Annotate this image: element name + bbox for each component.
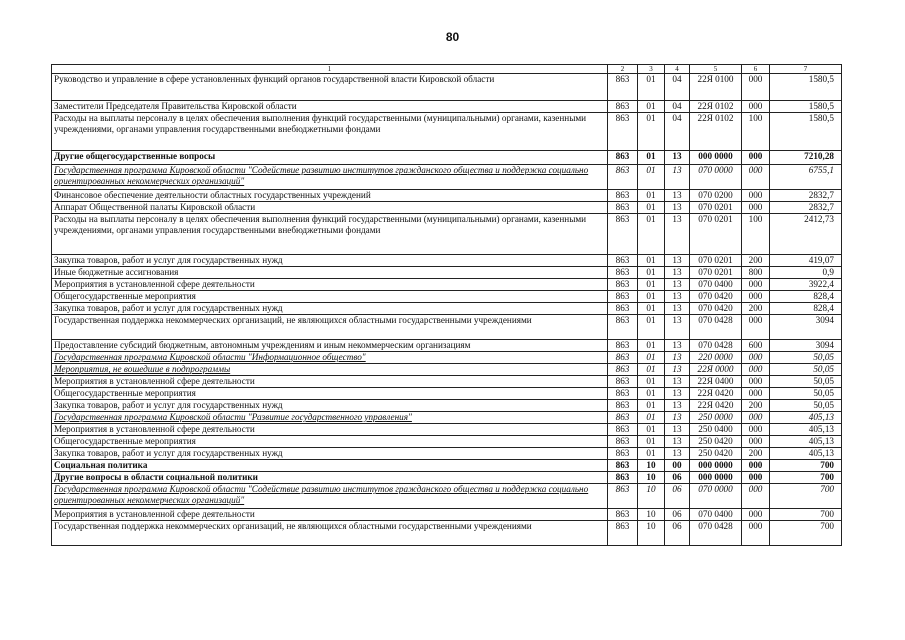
amount-cell: 3094	[770, 315, 842, 340]
amount-cell: 50,05	[770, 352, 842, 364]
column-number-cell: 2	[608, 65, 638, 74]
amount-cell: 828,4	[770, 303, 842, 315]
section-code-cell: 01	[638, 315, 665, 340]
table-row	[52, 509, 842, 521]
subsection-code-cell: 13	[665, 202, 690, 214]
subsection-code-cell: 13	[665, 364, 690, 376]
ministry-code-cell: 863	[608, 484, 638, 509]
amount-cell: 700	[770, 460, 842, 472]
amount-cell: 405,13	[770, 448, 842, 460]
expense-type-cell: 000	[742, 352, 770, 364]
amount-cell: 1580,5	[770, 74, 842, 101]
ministry-code-cell: 863	[608, 291, 638, 303]
expense-type-cell: 000	[742, 521, 770, 546]
section-code-cell: 01	[638, 424, 665, 436]
expense-type-cell: 000	[742, 101, 770, 113]
table-row	[52, 165, 842, 190]
amount-cell: 3922,4	[770, 279, 842, 291]
column-number-cell: 4	[665, 65, 690, 74]
ministry-code-cell: 863	[608, 214, 638, 255]
table-row	[52, 340, 842, 352]
ministry-code-cell: 863	[608, 436, 638, 448]
table-row	[52, 74, 842, 101]
expense-type-cell: 200	[742, 448, 770, 460]
subsection-code-cell: 13	[665, 340, 690, 352]
item-name-cell: Закупка товаров, работ и услуг для государственных нужд	[52, 255, 608, 267]
ministry-code-cell: 863	[608, 509, 638, 521]
section-code-cell: 01	[638, 165, 665, 190]
section-code-cell: 01	[638, 101, 665, 113]
section-code-cell: 01	[638, 255, 665, 267]
target-article-cell: 070 0428	[690, 521, 742, 546]
table-row	[52, 364, 842, 376]
section-code-cell: 01	[638, 113, 665, 151]
section-code-cell: 01	[638, 340, 665, 352]
amount-cell: 1580,5	[770, 101, 842, 113]
subsection-code-cell: 06	[665, 472, 690, 484]
table-row	[52, 101, 842, 113]
section-code-cell: 10	[638, 484, 665, 509]
table-row	[52, 279, 842, 291]
amount-cell: 2412,73	[770, 214, 842, 255]
expense-type-cell: 000	[742, 460, 770, 472]
item-name-cell: Другие вопросы в области социальной политики	[52, 472, 608, 484]
ministry-code-cell: 863	[608, 303, 638, 315]
table-row	[52, 202, 842, 214]
amount-cell: 405,13	[770, 412, 842, 424]
item-name-cell: Финансовое обеспечение деятельности областных государственных учреждений	[52, 190, 608, 202]
ministry-code-cell: 863	[608, 255, 638, 267]
section-code-cell: 01	[638, 352, 665, 364]
item-name-cell: Закупка товаров, работ и услуг для государственных нужд	[52, 400, 608, 412]
target-article-cell: 22Я 0102	[690, 101, 742, 113]
expense-type-cell: 000	[742, 74, 770, 101]
column-number-cell: 1	[52, 65, 608, 74]
target-article-cell: 070 0201	[690, 255, 742, 267]
section-code-cell: 01	[638, 412, 665, 424]
subsection-code-cell: 13	[665, 412, 690, 424]
table-row	[52, 267, 842, 279]
expense-type-cell: 000	[742, 484, 770, 509]
expense-type-cell: 000	[742, 376, 770, 388]
item-name-cell: Мероприятия в установленной сфере деятельности	[52, 509, 608, 521]
subsection-code-cell: 13	[665, 190, 690, 202]
ministry-code-cell: 863	[608, 376, 638, 388]
subsection-code-cell: 04	[665, 113, 690, 151]
ministry-code-cell: 863	[608, 190, 638, 202]
table-row	[52, 460, 842, 472]
table-row	[52, 315, 842, 340]
expense-type-cell: 000	[742, 412, 770, 424]
section-code-cell: 01	[638, 267, 665, 279]
table-row	[52, 214, 842, 255]
expense-type-cell: 000	[742, 364, 770, 376]
expense-type-cell: 200	[742, 400, 770, 412]
expense-type-cell: 000	[742, 165, 770, 190]
table-row	[52, 113, 842, 151]
target-article-cell: 000 0000	[690, 151, 742, 165]
table-row	[52, 291, 842, 303]
ministry-code-cell: 863	[608, 267, 638, 279]
ministry-code-cell: 863	[608, 472, 638, 484]
amount-cell: 700	[770, 484, 842, 509]
item-name-cell: Мероприятия, не вошедшие в подпрограммы	[52, 364, 608, 376]
item-name-cell: Государственная программа Кировской области "Развитие государственного управления"	[52, 412, 608, 424]
amount-cell: 1580,5	[770, 113, 842, 151]
expense-type-cell: 000	[742, 202, 770, 214]
item-name-cell: Руководство и управление в сфере установленных функций органов государственной власти Кировской области	[52, 74, 608, 101]
target-article-cell: 070 0201	[690, 202, 742, 214]
section-code-cell: 01	[638, 151, 665, 165]
section-code-cell: 10	[638, 509, 665, 521]
subsection-code-cell: 13	[665, 315, 690, 340]
table-row	[52, 255, 842, 267]
ministry-code-cell: 863	[608, 352, 638, 364]
expense-type-cell: 000	[742, 190, 770, 202]
table-row	[52, 352, 842, 364]
item-name-cell: Социальная политика	[52, 460, 608, 472]
table-row	[52, 151, 842, 165]
subsection-code-cell: 13	[665, 352, 690, 364]
section-code-cell: 01	[638, 202, 665, 214]
section-code-cell: 01	[638, 214, 665, 255]
section-code-cell: 01	[638, 376, 665, 388]
item-name-cell: Закупка товаров, работ и услуг для государственных нужд	[52, 448, 608, 460]
amount-cell: 700	[770, 509, 842, 521]
amount-cell: 700	[770, 521, 842, 546]
ministry-code-cell: 863	[608, 202, 638, 214]
item-name-cell: Иные бюджетные ассигнования	[52, 267, 608, 279]
target-article-cell: 250 0000	[690, 412, 742, 424]
target-article-cell: 070 0400	[690, 279, 742, 291]
page-number: 80	[445, 30, 460, 44]
item-name-cell: Общегосударственные мероприятия	[52, 436, 608, 448]
target-article-cell: 220 0000	[690, 352, 742, 364]
subsection-code-cell: 04	[665, 74, 690, 101]
section-code-cell: 10	[638, 460, 665, 472]
amount-cell: 0,9	[770, 267, 842, 279]
ministry-code-cell: 863	[608, 388, 638, 400]
table-row	[52, 400, 842, 412]
section-code-cell: 01	[638, 400, 665, 412]
target-article-cell: 250 0420	[690, 436, 742, 448]
table-row	[52, 424, 842, 436]
subsection-code-cell: 13	[665, 436, 690, 448]
item-name-cell: Закупка товаров, работ и услуг для государственных нужд	[52, 303, 608, 315]
subsection-code-cell: 13	[665, 214, 690, 255]
table-row	[52, 484, 842, 509]
column-number-cell: 6	[742, 65, 770, 74]
expense-type-cell: 000	[742, 436, 770, 448]
table-row	[52, 521, 842, 546]
column-number-cell: 7	[770, 65, 842, 74]
ministry-code-cell: 863	[608, 412, 638, 424]
table-row	[52, 388, 842, 400]
item-name-cell: Расходы на выплаты персоналу в целях обеспечения выполнения функций государственными (муниципальными) органами, казенными учреждениями, органами управления государственными внебюджетными фондами	[52, 214, 608, 255]
expense-type-cell: 200	[742, 255, 770, 267]
target-article-cell: 000 0000	[690, 472, 742, 484]
item-name-cell: Общегосударственные мероприятия	[52, 291, 608, 303]
target-article-cell: 070 0420	[690, 291, 742, 303]
section-code-cell: 01	[638, 291, 665, 303]
subsection-code-cell: 13	[665, 424, 690, 436]
target-article-cell: 22Я 0100	[690, 74, 742, 101]
column-number-row	[52, 65, 842, 74]
expense-type-cell: 000	[742, 509, 770, 521]
table-row	[52, 376, 842, 388]
expense-type-cell: 000	[742, 388, 770, 400]
target-article-cell: 22Я 0000	[690, 364, 742, 376]
section-code-cell: 01	[638, 190, 665, 202]
target-article-cell: 070 0428	[690, 340, 742, 352]
item-name-cell: Государственная программа Кировской области "Содействие развитию институтов гражданского общества и поддержка социально ориентированных некоммерческих организаций"	[52, 484, 608, 509]
target-article-cell: 250 0400	[690, 424, 742, 436]
target-article-cell: 070 0420	[690, 303, 742, 315]
target-article-cell: 22Я 0420	[690, 388, 742, 400]
ministry-code-cell: 863	[608, 364, 638, 376]
ministry-code-cell: 863	[608, 315, 638, 340]
subsection-code-cell: 00	[665, 460, 690, 472]
subsection-code-cell: 13	[665, 291, 690, 303]
amount-cell: 405,13	[770, 424, 842, 436]
ministry-code-cell: 863	[608, 74, 638, 101]
item-name-cell: Предоставление субсидий бюджетным, автономным учреждениям и иным некоммерческим организациям	[52, 340, 608, 352]
expense-type-cell: 000	[742, 151, 770, 165]
amount-cell: 405,13	[770, 436, 842, 448]
table-row	[52, 436, 842, 448]
subsection-code-cell: 13	[665, 165, 690, 190]
item-name-cell: Государственная поддержка некоммерческих организаций, не являющихся областными государственными учреждениями	[52, 521, 608, 546]
table-row	[52, 448, 842, 460]
ministry-code-cell: 863	[608, 279, 638, 291]
target-article-cell: 070 0201	[690, 267, 742, 279]
target-article-cell: 250 0420	[690, 448, 742, 460]
table-row	[52, 472, 842, 484]
item-name-cell: Мероприятия в установленной сфере деятельности	[52, 376, 608, 388]
subsection-code-cell: 06	[665, 509, 690, 521]
expense-type-cell: 000	[742, 291, 770, 303]
ministry-code-cell: 863	[608, 101, 638, 113]
section-code-cell: 01	[638, 436, 665, 448]
subsection-code-cell: 13	[665, 376, 690, 388]
column-number-cell: 5	[690, 65, 742, 74]
section-code-cell: 10	[638, 472, 665, 484]
target-article-cell: 070 0400	[690, 509, 742, 521]
target-article-cell: 22Я 0420	[690, 400, 742, 412]
target-article-cell: 070 0000	[690, 165, 742, 190]
ministry-code-cell: 863	[608, 424, 638, 436]
section-code-cell: 01	[638, 279, 665, 291]
table-row	[52, 303, 842, 315]
amount-cell: 828,4	[770, 291, 842, 303]
section-code-cell: 01	[638, 388, 665, 400]
item-name-cell: Аппарат Общественной палаты Кировской области	[52, 202, 608, 214]
subsection-code-cell: 04	[665, 101, 690, 113]
target-article-cell: 070 0200	[690, 190, 742, 202]
target-article-cell: 22Я 0400	[690, 376, 742, 388]
expense-type-cell: 200	[742, 303, 770, 315]
target-article-cell: 070 0000	[690, 484, 742, 509]
subsection-code-cell: 13	[665, 279, 690, 291]
expense-type-cell: 100	[742, 113, 770, 151]
subsection-code-cell: 13	[665, 400, 690, 412]
expense-type-cell: 600	[742, 340, 770, 352]
amount-cell: 2832,7	[770, 190, 842, 202]
expense-type-cell: 800	[742, 267, 770, 279]
amount-cell: 700	[770, 472, 842, 484]
ministry-code-cell: 863	[608, 151, 638, 165]
expense-type-cell: 000	[742, 279, 770, 291]
expense-type-cell: 000	[742, 424, 770, 436]
item-name-cell: Государственная программа Кировской области "Информационное общество"	[52, 352, 608, 364]
ministry-code-cell: 863	[608, 460, 638, 472]
section-code-cell: 01	[638, 364, 665, 376]
ministry-code-cell: 863	[608, 165, 638, 190]
subsection-code-cell: 13	[665, 448, 690, 460]
ministry-code-cell: 863	[608, 340, 638, 352]
item-name-cell: Общегосударственные мероприятия	[52, 388, 608, 400]
item-name-cell: Государственная поддержка некоммерческих организаций, не являющихся областными государственными учреждениями	[52, 315, 608, 340]
subsection-code-cell: 13	[665, 303, 690, 315]
amount-cell: 50,05	[770, 400, 842, 412]
amount-cell: 50,05	[770, 388, 842, 400]
subsection-code-cell: 13	[665, 267, 690, 279]
amount-cell: 3094	[770, 340, 842, 352]
subsection-code-cell: 13	[665, 255, 690, 267]
amount-cell: 419,07	[770, 255, 842, 267]
table-row	[52, 190, 842, 202]
table-row	[52, 412, 842, 424]
column-number-cell: 3	[638, 65, 665, 74]
target-article-cell: 070 0201	[690, 214, 742, 255]
subsection-code-cell: 06	[665, 484, 690, 509]
subsection-code-cell: 06	[665, 521, 690, 546]
expense-type-cell: 000	[742, 315, 770, 340]
expense-type-cell: 100	[742, 214, 770, 255]
ministry-code-cell: 863	[608, 448, 638, 460]
item-name-cell: Заместители Председателя Правительства Кировской области	[52, 101, 608, 113]
item-name-cell: Мероприятия в установленной сфере деятельности	[52, 424, 608, 436]
amount-cell: 6755,1	[770, 165, 842, 190]
section-code-cell: 01	[638, 303, 665, 315]
amount-cell: 50,05	[770, 364, 842, 376]
ministry-code-cell: 863	[608, 521, 638, 546]
amount-cell: 7210,28	[770, 151, 842, 165]
amount-cell: 2832,7	[770, 202, 842, 214]
ministry-code-cell: 863	[608, 400, 638, 412]
ministry-code-cell: 863	[608, 113, 638, 151]
budget-table	[51, 64, 842, 546]
subsection-code-cell: 13	[665, 151, 690, 165]
section-code-cell: 01	[638, 448, 665, 460]
target-article-cell: 22Я 0102	[690, 113, 742, 151]
item-name-cell: Расходы на выплаты персоналу в целях обеспечения выполнения функций государственными (муниципальными) органами, казенными учреждениями, органами управления государственными внебюджетными фондами	[52, 113, 608, 151]
target-article-cell: 070 0428	[690, 315, 742, 340]
item-name-cell: Государственная программа Кировской области "Содействие развитию институтов гражданского общества и поддержка социально ориентированных некоммерческих организаций"	[52, 165, 608, 190]
amount-cell: 50,05	[770, 376, 842, 388]
subsection-code-cell: 13	[665, 388, 690, 400]
expense-type-cell: 000	[742, 472, 770, 484]
item-name-cell: Другие общегосударственные вопросы	[52, 151, 608, 165]
section-code-cell: 10	[638, 521, 665, 546]
item-name-cell: Мероприятия в установленной сфере деятельности	[52, 279, 608, 291]
section-code-cell: 01	[638, 74, 665, 101]
target-article-cell: 000 0000	[690, 460, 742, 472]
